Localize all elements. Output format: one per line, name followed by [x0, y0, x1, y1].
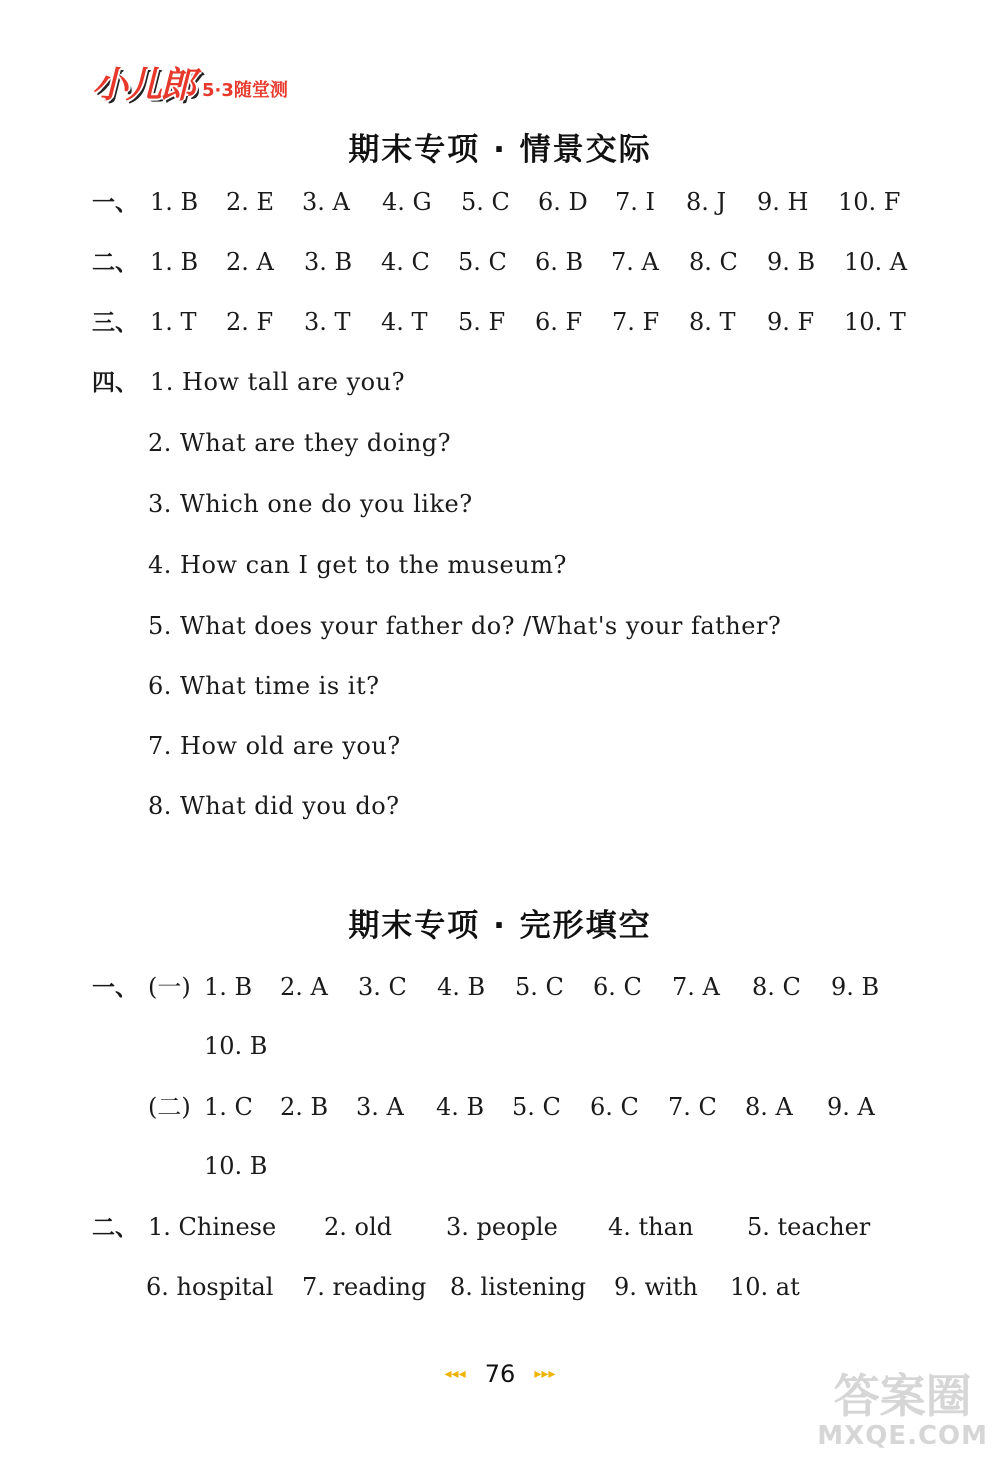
answer-item: 8. C [689, 248, 738, 276]
answer-item: 6. B [535, 248, 584, 276]
answer-item: 3. T [304, 308, 351, 336]
answer-item: 5. teacher [747, 1213, 871, 1241]
cloze-row-3 [92, 1207, 932, 1247]
answer-item: 9. F [767, 308, 815, 336]
sentence-answer: 4. How can I get to the museum? [148, 551, 567, 579]
answer-item: 4. than [608, 1213, 694, 1241]
answer-row-2 [92, 242, 932, 282]
answer-item: 1. B [204, 973, 253, 1001]
sub-label: (二) [148, 1093, 191, 1121]
question-number: 三、 [92, 310, 138, 336]
answer-item: 5. C [461, 188, 510, 216]
answer-item: 8. listening [450, 1273, 586, 1301]
answer-item: 6. D [538, 188, 588, 216]
question-number: 二、 [92, 250, 138, 276]
answer-item: 10. A [844, 248, 908, 276]
answer-item: 2. E [226, 188, 275, 216]
answer-item: 9. B [767, 248, 816, 276]
answer-item: 4. T [381, 308, 428, 336]
answer-item: 6. C [590, 1093, 639, 1121]
cloze-row-2 [148, 1087, 932, 1127]
answer-row-1 [92, 182, 932, 222]
answer-item: 10. at [730, 1273, 800, 1301]
sentence-answer: 3. Which one do you like? [148, 490, 473, 518]
site-watermark [817, 1371, 988, 1451]
answer-item: 3. B [304, 248, 353, 276]
answer-item: 10. B [204, 1032, 268, 1060]
answer-item: 10. T [844, 308, 906, 336]
answer-item: 7. I [615, 188, 656, 216]
publisher-logo [92, 60, 288, 106]
section-title-cloze: 期末专项 · 完形填空 [348, 908, 652, 944]
answer-item: 8. T [689, 308, 736, 336]
sentence-answer: 1. How tall are you? [150, 368, 405, 396]
left-arrows-icon: ◂◂◂ [444, 1366, 466, 1382]
answer-item: 3. A [302, 188, 350, 216]
section-title-situational: 期末专项 · 情景交际 [348, 132, 652, 168]
answer-item: 1. T [150, 308, 197, 336]
answer-item: 8. A [745, 1093, 793, 1121]
sentence-answer: 2. What are they doing? [148, 429, 452, 457]
answer-item: 10. B [204, 1152, 268, 1180]
answer-item: 5. C [458, 248, 507, 276]
cloze-row-1 [92, 967, 932, 1007]
answer-item: 2. old [324, 1213, 393, 1241]
answer-item: 5. C [512, 1093, 561, 1121]
answer-item: 9. B [831, 973, 880, 1001]
answer-item: 2. B [280, 1093, 329, 1121]
answer-row-4 [92, 362, 792, 402]
answer-row-3 [92, 302, 932, 342]
answer-item: 7. C [668, 1093, 717, 1121]
answer-item: 3. A [356, 1093, 404, 1121]
answer-item: 2. F [226, 308, 274, 336]
answer-item: 3. people [446, 1213, 558, 1241]
answer-item: 4. G [382, 188, 432, 216]
sentence-answer: 8. What did you do? [148, 792, 400, 820]
answer-item: 2. A [226, 248, 274, 276]
answer-item: 1. B [150, 188, 199, 216]
answer-item: 1. Chinese [148, 1213, 277, 1241]
answer-item: 9. with [614, 1273, 698, 1301]
answer-item: 4. B [437, 973, 486, 1001]
answer-item: 4. B [436, 1093, 485, 1121]
sentence-answer: 6. What time is it? [148, 672, 380, 700]
series-name: 5·3随堂测 [202, 80, 288, 101]
answer-item: 7. F [612, 308, 660, 336]
answer-item: 1. B [150, 248, 199, 276]
answer-item: 4. C [381, 248, 430, 276]
cloze-row-4 [146, 1267, 926, 1307]
answer-item: 8. J [686, 188, 727, 216]
sentence-answer: 7. How old are you? [148, 732, 401, 760]
right-arrows-icon: ▸▸▸ [534, 1366, 556, 1382]
question-number: 二、 [92, 1215, 138, 1241]
answer-item: 6. C [593, 973, 642, 1001]
answer-item: 7. A [672, 973, 720, 1001]
answer-item: 6. F [535, 308, 583, 336]
page-number: 76 [484, 1360, 516, 1388]
sub-label: (一) [148, 973, 191, 1001]
logo-text: 小儿郎 [92, 65, 195, 106]
answer-item: 6. hospital [146, 1273, 274, 1301]
watermark-bottom: MXQE.COM [817, 1421, 988, 1451]
sentence-answer: 5. What does your father do? /What's your father? [148, 612, 782, 640]
question-number: 一、 [92, 190, 138, 216]
answer-item: 3. C [358, 973, 407, 1001]
answer-item: 10. F [838, 188, 901, 216]
answer-item: 8. C [752, 973, 801, 1001]
answer-item: 5. F [458, 308, 506, 336]
answer-item: 2. A [280, 973, 328, 1001]
answer-item: 7. reading [302, 1273, 427, 1301]
answer-item: 1. C [204, 1093, 253, 1121]
answer-item: 5. C [515, 973, 564, 1001]
answer-item: 9. A [827, 1093, 875, 1121]
answer-item: 7. A [611, 248, 659, 276]
answer-item: 9. H [757, 188, 809, 216]
watermark-top: 答案圈 [833, 1369, 972, 1423]
question-number: 一、 [92, 975, 138, 1001]
question-number: 四、 [92, 370, 138, 396]
